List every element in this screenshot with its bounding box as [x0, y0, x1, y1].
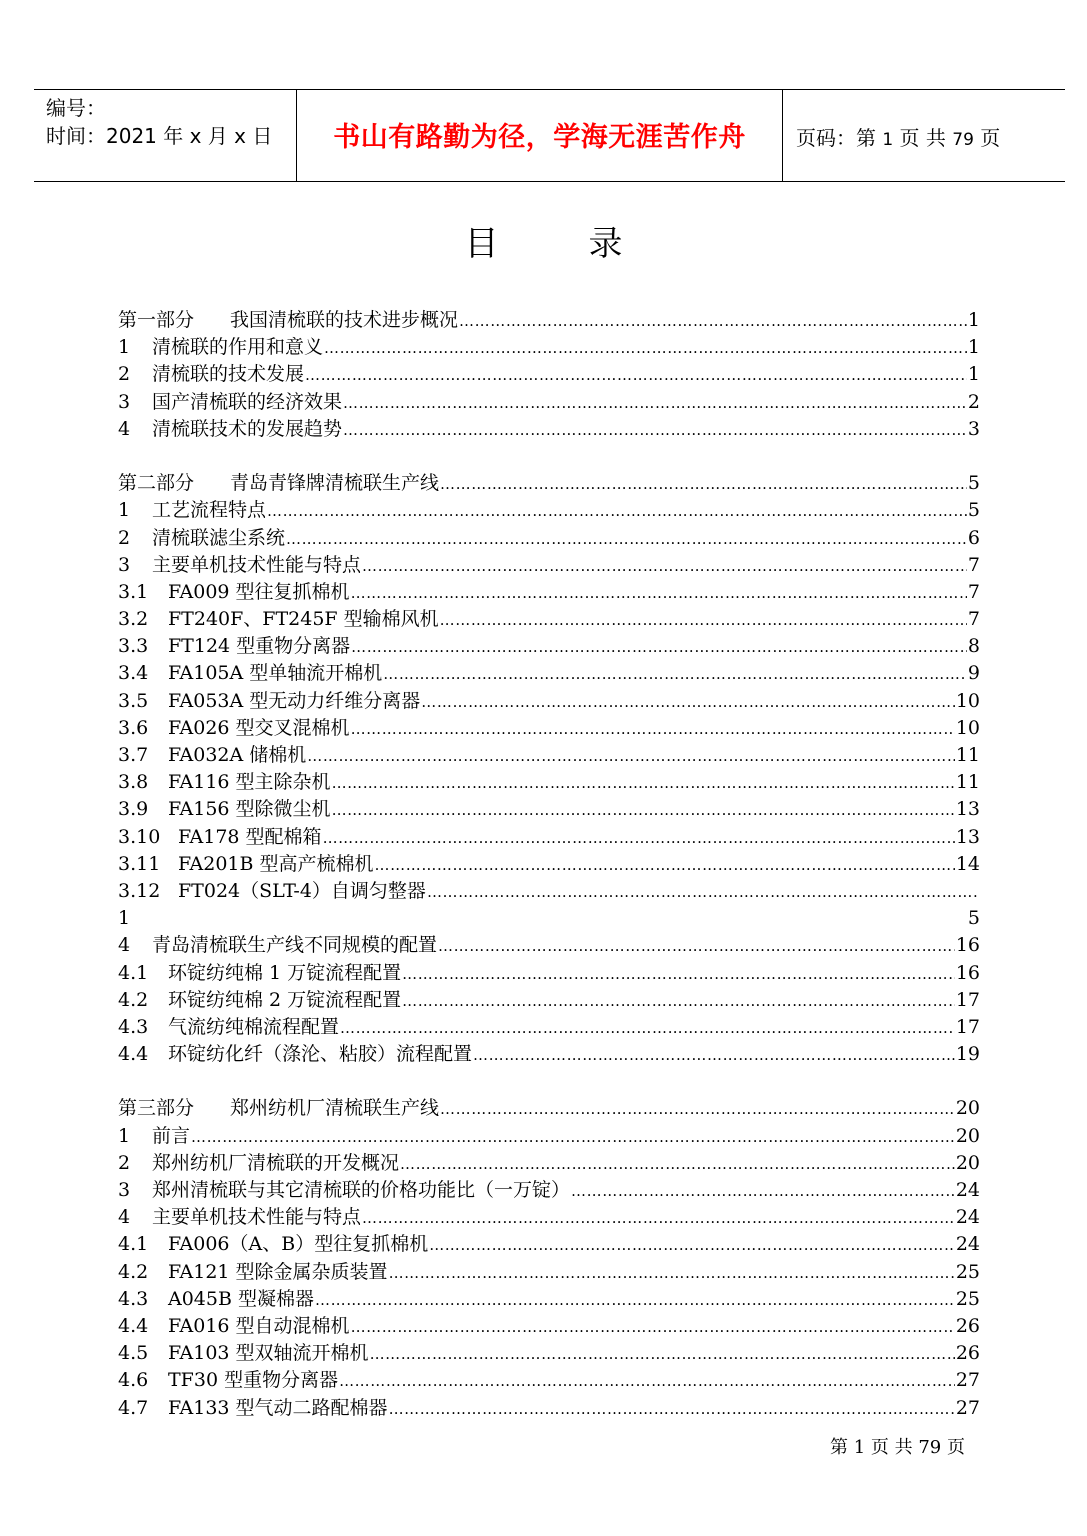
- toc-entry-page: 16: [955, 961, 980, 984]
- toc-entry-number: 2: [118, 526, 131, 549]
- toc-leader-dots: [324, 335, 967, 362]
- toc-leader-dots: [351, 580, 967, 607]
- toc-leader-dots: [383, 661, 967, 688]
- toc-entry-page: 6: [967, 526, 980, 549]
- toc-section-gap: [118, 443, 980, 470]
- toc-entry-page: 17: [955, 1015, 980, 1038]
- toc-entry-number: 4: [118, 934, 131, 957]
- header-time-label: 时间：2021 年 x 月 x 日: [46, 124, 273, 148]
- toc-entry-number: 3.3: [118, 635, 149, 658]
- header-divider: [782, 90, 783, 181]
- toc-entry[interactable]: [118, 1340, 980, 1367]
- toc-leader-dots: [571, 1178, 955, 1205]
- toc-entry-page: 1: [967, 363, 980, 386]
- toc-entry-number: 3.1: [118, 580, 149, 603]
- toc-continuation-line: [118, 905, 980, 932]
- toc-entry[interactable]: [118, 1286, 980, 1313]
- toc-entry-number: 4: [118, 1206, 131, 1229]
- toc-entry-number: 4.2: [118, 1260, 149, 1283]
- toc-entry-page: 24: [955, 1179, 980, 1201]
- toc-entry[interactable]: [118, 389, 980, 416]
- toc-entry-number: 1: [118, 499, 131, 522]
- toc-leader-dots: [307, 743, 955, 770]
- toc-entry[interactable]: [118, 1150, 980, 1177]
- toc-entry-number: 3.9: [118, 798, 149, 821]
- toc-entry[interactable]: [118, 796, 980, 823]
- toc-leader-dots: [343, 390, 967, 417]
- toc-entry-title: 环锭纺纯棉 2 万锭流程配置: [168, 988, 402, 1011]
- toc-entry[interactable]: [118, 660, 980, 687]
- toc-entry[interactable]: [118, 1041, 980, 1068]
- toc-leader-dots: [389, 1260, 955, 1287]
- toc-entry-page: 9: [967, 662, 980, 685]
- toc-entry[interactable]: [118, 307, 980, 334]
- toc-entry-page: 26: [955, 1342, 980, 1365]
- toc-leader-dots: [332, 797, 955, 824]
- toc-entry[interactable]: [118, 878, 980, 905]
- toc-entry[interactable]: [118, 1367, 980, 1394]
- page-footer: 第 1 页 共 79 页: [830, 1437, 965, 1458]
- toc-entry[interactable]: [118, 1313, 980, 1340]
- toc-leader-dots: [429, 1232, 955, 1259]
- toc-entry-number: 3.10: [118, 825, 161, 848]
- toc-entry-page: 2: [967, 390, 980, 413]
- toc-entry[interactable]: [118, 1231, 980, 1258]
- toc-entry-title: FT024（SLT-4）自调匀整器: [178, 879, 426, 902]
- toc-entry[interactable]: [118, 742, 980, 769]
- toc-entry[interactable]: [118, 470, 980, 497]
- page-header: [34, 89, 1065, 182]
- toc-entry-page: 5: [967, 472, 980, 495]
- toc-entry-number: 4.3: [118, 1287, 149, 1310]
- toc-entry-page: 1: [967, 309, 980, 331]
- toc-entry-title: FA201B 型高产梳棉机: [178, 852, 374, 875]
- header-page-suffix: 页: [980, 126, 1001, 150]
- toc-entry-title: FA009 型往复抓棉机: [168, 580, 350, 603]
- toc-entry-number: 3.5: [118, 689, 149, 712]
- toc-leader-dots: [351, 716, 955, 743]
- header-meta: [46, 94, 272, 150]
- toc-entry-title: 郑州清梳联与其它清梳联的价格功能比（一万锭）: [152, 1179, 571, 1201]
- toc-entry-page: 24: [955, 1233, 980, 1256]
- toc-entry[interactable]: [118, 552, 980, 579]
- header-motto: 书山有路勤为径，学海无涯苦作舟: [333, 122, 746, 153]
- toc-entry[interactable]: [118, 579, 980, 606]
- toc-entry-title: FA121 型除金属杂质装置: [168, 1260, 388, 1283]
- toc-entry-title: FA178 型配棉箱: [178, 825, 322, 848]
- toc-entry-title: 清梳联的作用和意义: [152, 336, 324, 359]
- toc-entry-number: 3.8: [118, 771, 149, 794]
- toc-leader-dots: [339, 1368, 955, 1395]
- toc-entry[interactable]: [118, 1204, 980, 1231]
- toc-entry-title: FA032A 储棉机: [168, 744, 307, 766]
- toc-entry-title: FT240F、FT245F 型输棉风机: [168, 608, 439, 631]
- toc-leader-dots: [440, 1096, 955, 1123]
- toc-entry-number: 3: [118, 553, 131, 576]
- toc-entry-page: 11: [955, 771, 980, 794]
- toc-entry[interactable]: [118, 987, 980, 1014]
- toc-entry-title: 前言: [152, 1124, 191, 1147]
- page-title: [0, 224, 1087, 264]
- toc-entry-number: 4.1: [118, 1233, 149, 1256]
- toc-entry-title: 郑州纺机厂清梳联的开发概况: [152, 1151, 400, 1174]
- toc-entry-title: FA053A 型无动力纤维分离器: [168, 689, 421, 712]
- title-char-1: 目: [464, 224, 499, 264]
- toc-leader-dots: [370, 1341, 955, 1368]
- toc-entry-number: 3.6: [118, 716, 149, 739]
- toc-leader-dots: [400, 1151, 955, 1178]
- toc-entry-number: 3.2: [118, 608, 149, 631]
- toc-leader-dots: [351, 1314, 955, 1341]
- toc-entry-title: 环锭纺化纤（涤沦、粘胶）流程配置: [168, 1043, 473, 1066]
- toc-entry-page: 25: [955, 1260, 980, 1283]
- toc-entry-number: 3.7: [118, 744, 149, 766]
- toc-entry-page: 16: [955, 934, 980, 957]
- toc-entry-page: 27: [955, 1396, 980, 1419]
- toc-entry-page: 8: [967, 635, 980, 658]
- table-of-contents: [118, 307, 980, 1422]
- toc-entry-title: 青岛清梳联生产线不同规模的配置: [152, 934, 438, 957]
- toc-leader-dots: [375, 852, 955, 879]
- toc-entry-title: FA133 型气动二路配棉器: [168, 1396, 388, 1419]
- toc-leader-dots: [315, 1287, 955, 1314]
- toc-leader-dots: [362, 553, 967, 580]
- toc-entry-number: 1: [118, 336, 131, 359]
- toc-entry[interactable]: [118, 633, 980, 660]
- toc-entry-number: 4.4: [118, 1043, 149, 1066]
- toc-entry-title: 清梳联的技术发展: [152, 363, 305, 386]
- toc-entry-title: A045B 型凝棉器: [168, 1287, 314, 1310]
- toc-entry-number: 3: [118, 390, 131, 413]
- toc-leader-dots: [438, 933, 955, 960]
- toc-entry-title: 青岛青锋牌清梳联生产线: [230, 472, 440, 495]
- toc-entry-number: 4: [118, 417, 131, 440]
- toc-entry-title: 清梳联技术的发展趋势: [152, 417, 343, 440]
- toc-entry-number: 3.12: [118, 879, 161, 902]
- toc-leader-dots: [351, 634, 967, 661]
- toc-entry[interactable]: [118, 497, 980, 524]
- toc-leader-dots: [305, 362, 967, 389]
- title-char-2: 录: [588, 224, 623, 264]
- toc-entry-page: 10: [955, 716, 980, 739]
- toc-entry[interactable]: [118, 1259, 980, 1286]
- toc-entry[interactable]: [118, 1095, 980, 1122]
- toc-entry-number: 3.11: [118, 852, 161, 875]
- toc-entry-page: 20: [955, 1124, 980, 1147]
- toc-entry-page: 13: [955, 825, 980, 848]
- toc-section-gap: [118, 1068, 980, 1095]
- toc-entry[interactable]: [118, 606, 980, 633]
- toc-entry[interactable]: [118, 1123, 980, 1150]
- toc-entry-title: 气流纺纯棉流程配置: [168, 1015, 340, 1038]
- toc-entry-number: 4.6: [118, 1369, 149, 1392]
- toc-entry-title: 郑州纺机厂清梳联生产线: [230, 1097, 440, 1120]
- toc-entry-page: 7: [967, 608, 980, 631]
- toc-entry-page: 3: [967, 417, 980, 440]
- toc-entry-title: 主要单机技术性能与特点: [152, 553, 362, 576]
- toc-entry-page: 11: [955, 744, 980, 766]
- toc-leader-dots: [191, 1124, 955, 1151]
- toc-leader-dots: [459, 308, 967, 335]
- toc-leader-dots: [343, 417, 967, 444]
- toc-entry-number: 4.7: [118, 1396, 149, 1419]
- toc-entry-page: 17: [955, 988, 980, 1011]
- toc-entry-number: 3: [118, 1179, 131, 1201]
- toc-entry-page: 20: [955, 1097, 980, 1120]
- header-number-label: 编号：: [46, 96, 106, 120]
- toc-entry-title: FA116 型主除杂机: [168, 771, 331, 794]
- toc-entry-title: TF30 型重物分离器: [168, 1369, 339, 1392]
- toc-entry[interactable]: [118, 361, 980, 388]
- toc-entry[interactable]: [118, 334, 980, 361]
- toc-entry-number: 4.5: [118, 1342, 149, 1365]
- header-page-mid: 页 共: [899, 126, 946, 150]
- toc-entry-number: 1: [118, 1124, 131, 1147]
- toc-entry-title: FA006（A、B）型往复抓棉机: [168, 1233, 429, 1256]
- toc-leader-dots: [323, 825, 955, 852]
- toc-entry-page: 10: [955, 689, 980, 712]
- toc-entry[interactable]: [118, 715, 980, 742]
- header-page-total: 79: [952, 130, 974, 150]
- toc-entry-title: 国产清梳联的经济效果: [152, 390, 343, 413]
- toc-entry-page: 20: [955, 1151, 980, 1174]
- toc-entry-page: 5: [967, 499, 980, 522]
- toc-entry[interactable]: [118, 1014, 980, 1041]
- toc-entry[interactable]: [118, 1395, 980, 1422]
- toc-entry-title: FT124 型重物分离器: [168, 635, 351, 658]
- toc-entry-title: 工艺流程特点: [152, 499, 267, 522]
- toc-entry-number: 第三部分: [118, 1097, 195, 1120]
- toc-entry-title: 主要单机技术性能与特点: [152, 1206, 362, 1229]
- toc-entry-page: 13: [955, 798, 980, 821]
- toc-entry[interactable]: [118, 688, 980, 715]
- toc-entry-title: 环锭纺纯棉 1 万锭流程配置: [168, 961, 402, 984]
- header-page-current: 1: [882, 130, 894, 150]
- toc-entry-page: 7: [967, 580, 980, 603]
- toc-entry-title: 清梳联滤尘系统: [152, 526, 286, 549]
- toc-entry[interactable]: [118, 851, 980, 878]
- toc-entry-number: 4.3: [118, 1015, 149, 1038]
- toc-entry-title: FA103 型双轴流开棉机: [168, 1342, 369, 1365]
- toc-entry[interactable]: [118, 1177, 980, 1204]
- toc-entry[interactable]: [118, 824, 980, 851]
- toc-entry-page: 25: [955, 1287, 980, 1310]
- toc-entry-page: 14: [955, 852, 980, 875]
- toc-entry-page: 19: [955, 1043, 980, 1066]
- toc-entry[interactable]: [118, 932, 980, 959]
- toc-leader-dots: [402, 988, 955, 1015]
- toc-leader-dots: [427, 879, 979, 906]
- toc-entry-page: 7: [967, 553, 980, 576]
- toc-continuation-right: 5: [967, 907, 980, 930]
- toc-leader-dots: [473, 1042, 955, 1069]
- toc-entry-page: 24: [955, 1206, 980, 1229]
- toc-entry-number: 4.2: [118, 988, 149, 1011]
- toc-leader-dots: [389, 1396, 955, 1423]
- toc-leader-dots: [362, 1205, 955, 1232]
- toc-entry-page: 26: [955, 1314, 980, 1337]
- toc-entry[interactable]: [118, 769, 980, 796]
- toc-entry[interactable]: [118, 960, 980, 987]
- toc-leader-dots: [421, 689, 955, 716]
- toc-entry[interactable]: [118, 525, 980, 552]
- toc-entry-title: 我国清梳联的技术进步概况: [230, 309, 459, 331]
- toc-leader-dots: [340, 1015, 955, 1042]
- toc-entry-title: FA026 型交叉混棉机: [168, 716, 350, 739]
- toc-entry[interactable]: [118, 416, 980, 443]
- toc-leader-dots: [440, 471, 967, 498]
- toc-leader-dots: [440, 607, 967, 634]
- toc-entry-page: 27: [955, 1369, 980, 1392]
- header-page-info: [796, 124, 1000, 154]
- toc-entry-number: 第一部分: [118, 309, 195, 331]
- toc-entry-number: 2: [118, 363, 131, 386]
- toc-leader-dots: [267, 498, 967, 525]
- toc-continuation-left: 1: [118, 907, 131, 930]
- toc-entry-number: 4.1: [118, 961, 149, 984]
- toc-entry-title: FA105A 型单轴流开棉机: [168, 662, 383, 685]
- toc-entry-page: 1: [967, 336, 980, 359]
- toc-entry-number: 第二部分: [118, 472, 195, 495]
- toc-entry-number: 3.4: [118, 662, 149, 685]
- toc-leader-dots: [286, 526, 967, 553]
- toc-entry-title: FA156 型除微尘机: [168, 798, 331, 821]
- toc-entry-number: 4.4: [118, 1314, 149, 1337]
- toc-entry-number: 2: [118, 1151, 131, 1174]
- toc-leader-dots: [332, 770, 955, 797]
- toc-entry-title: FA016 型自动混棉机: [168, 1314, 350, 1337]
- toc-leader-dots: [402, 961, 955, 988]
- header-page-prefix: 页码：第: [796, 126, 876, 150]
